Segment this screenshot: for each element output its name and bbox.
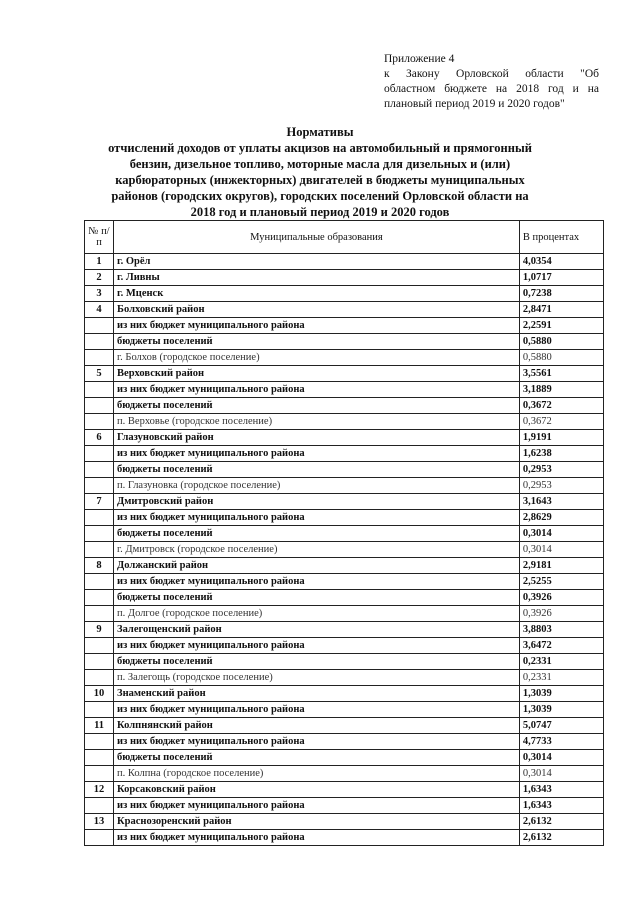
row-percent: 1,9191 — [519, 430, 603, 446]
row-number: 6 — [85, 430, 114, 446]
row-name: п. Залегощь (городское поселение) — [114, 670, 520, 686]
row-number: 3 — [85, 286, 114, 302]
table-row — [85, 590, 604, 606]
title-line: отчислений доходов от уплаты акцизов на автомобильный и прямогонный — [108, 141, 532, 155]
row-percent: 2,6132 — [519, 814, 603, 830]
appendix-law-line: к Закону Орловской области "Об — [384, 68, 599, 80]
row-percent: 0,3926 — [519, 606, 603, 622]
row-percent: 0,3672 — [519, 398, 603, 414]
header-name: Муниципальные образования — [114, 221, 520, 254]
row-number — [85, 654, 114, 670]
row-number: 8 — [85, 558, 114, 574]
row-name: Глазуновский район — [114, 430, 520, 446]
table-row — [85, 542, 604, 558]
row-percent: 2,8629 — [519, 510, 603, 526]
header-num: № п/п — [85, 221, 114, 254]
table-row — [85, 398, 604, 414]
row-percent: 0,5880 — [519, 350, 603, 366]
row-number: 7 — [85, 494, 114, 510]
row-number — [85, 574, 114, 590]
table-row — [85, 318, 604, 334]
row-name: из них бюджет муниципального района — [114, 734, 520, 750]
row-number — [85, 750, 114, 766]
table-body — [85, 254, 604, 846]
row-number — [85, 670, 114, 686]
row-name: Залегощенский район — [114, 622, 520, 638]
row-percent: 1,6238 — [519, 446, 603, 462]
table-row — [85, 702, 604, 718]
row-percent: 0,5880 — [519, 334, 603, 350]
row-number — [85, 414, 114, 430]
table-row — [85, 446, 604, 462]
table-row — [85, 558, 604, 574]
row-percent: 0,3014 — [519, 526, 603, 542]
row-name: из них бюджет муниципального района — [114, 798, 520, 814]
table-row — [85, 510, 604, 526]
row-percent: 3,1889 — [519, 382, 603, 398]
row-percent: 0,3926 — [519, 590, 603, 606]
row-name: п. Долгое (городское поселение) — [114, 606, 520, 622]
row-percent: 2,2591 — [519, 318, 603, 334]
row-name: из них бюджет муниципального района — [114, 510, 520, 526]
title-line: бензин, дизельное топливо, моторные масла для дизельных и (или) — [129, 157, 511, 171]
table-row — [85, 734, 604, 750]
document-title — [100, 124, 540, 220]
row-name: из них бюджет муниципального района — [114, 574, 520, 590]
row-percent: 3,8803 — [519, 622, 603, 638]
row-name: из них бюджет муниципального района — [114, 318, 520, 334]
row-percent: 1,6343 — [519, 782, 603, 798]
row-percent: 0,2953 — [519, 478, 603, 494]
table-row — [85, 334, 604, 350]
row-number — [85, 830, 114, 846]
row-percent: 0,3672 — [519, 414, 603, 430]
row-number: 10 — [85, 686, 114, 702]
row-percent: 1,6343 — [519, 798, 603, 814]
row-name: бюджеты поселений — [114, 526, 520, 542]
table-row — [85, 782, 604, 798]
appendix-law-line: плановый период 2019 и 2020 годов" — [384, 98, 565, 110]
table-row — [85, 430, 604, 446]
row-number — [85, 734, 114, 750]
row-name: из них бюджет муниципального района — [114, 446, 520, 462]
row-name: Знаменский район — [114, 686, 520, 702]
row-percent: 2,9181 — [519, 558, 603, 574]
row-percent: 2,8471 — [519, 302, 603, 318]
table-header-row — [85, 221, 604, 254]
row-name: Дмитровский район — [114, 494, 520, 510]
row-number: 4 — [85, 302, 114, 318]
row-number: 5 — [85, 366, 114, 382]
row-number: 13 — [85, 814, 114, 830]
table-row — [85, 350, 604, 366]
table-row — [85, 286, 604, 302]
table-row — [85, 638, 604, 654]
row-number — [85, 606, 114, 622]
row-name: из них бюджет муниципального района — [114, 830, 520, 846]
row-name: г. Орёл — [114, 254, 520, 270]
row-percent: 4,0354 — [519, 254, 603, 270]
row-percent: 0,3014 — [519, 542, 603, 558]
row-name: из них бюджет муниципального района — [114, 702, 520, 718]
appendix-header — [384, 52, 599, 112]
row-name: Краснозоренский район — [114, 814, 520, 830]
row-number — [85, 350, 114, 366]
row-percent: 2,5255 — [519, 574, 603, 590]
row-number — [85, 462, 114, 478]
table-row — [85, 302, 604, 318]
header-pct: В процентах — [519, 221, 603, 254]
row-name: г. Ливны — [114, 270, 520, 286]
table-row — [85, 478, 604, 494]
appendix-number: Приложение 4 — [384, 53, 455, 65]
row-number — [85, 446, 114, 462]
row-name: г. Болхов (городское поселение) — [114, 350, 520, 366]
row-number — [85, 638, 114, 654]
table-row — [85, 654, 604, 670]
title-line: карбюраторных (инжекторных) двигателей в бюджеты муниципальных — [115, 173, 525, 187]
table-row — [85, 814, 604, 830]
row-number — [85, 334, 114, 350]
row-percent: 0,2331 — [519, 670, 603, 686]
row-name: п. Верховье (городское поселение) — [114, 414, 520, 430]
row-number — [85, 798, 114, 814]
row-number: 1 — [85, 254, 114, 270]
table-row — [85, 526, 604, 542]
row-percent: 4,7733 — [519, 734, 603, 750]
table-row — [85, 270, 604, 286]
table-row — [85, 686, 604, 702]
row-name: Верховский район — [114, 366, 520, 382]
row-percent: 1,3039 — [519, 702, 603, 718]
row-number — [85, 526, 114, 542]
row-name: Колпнянский район — [114, 718, 520, 734]
row-name: бюджеты поселений — [114, 398, 520, 414]
row-name: Должанский район — [114, 558, 520, 574]
table-row — [85, 830, 604, 846]
row-number — [85, 478, 114, 494]
row-percent: 1,3039 — [519, 686, 603, 702]
row-number: 2 — [85, 270, 114, 286]
row-percent: 5,0747 — [519, 718, 603, 734]
table-row — [85, 798, 604, 814]
row-name: из них бюджет муниципального района — [114, 382, 520, 398]
table-row — [85, 670, 604, 686]
row-name: Болховский район — [114, 302, 520, 318]
table-row — [85, 366, 604, 382]
row-percent: 2,6132 — [519, 830, 603, 846]
table-row — [85, 574, 604, 590]
table-row — [85, 622, 604, 638]
title-line: районов (городских округов), городских поселений Орловской области на — [111, 189, 529, 203]
row-percent: 3,1643 — [519, 494, 603, 510]
normatives-table — [84, 220, 604, 846]
row-number — [85, 590, 114, 606]
row-name: г. Мценск — [114, 286, 520, 302]
row-percent: 0,2331 — [519, 654, 603, 670]
title-line: 2018 год и плановый период 2019 и 2020 годов — [190, 205, 450, 219]
row-name: п. Колпна (городское поселение) — [114, 766, 520, 782]
table-row — [85, 254, 604, 270]
table-row — [85, 462, 604, 478]
title-heading: Нормативы — [286, 125, 354, 139]
row-name: бюджеты поселений — [114, 750, 520, 766]
row-percent: 3,6472 — [519, 638, 603, 654]
row-number — [85, 318, 114, 334]
row-percent: 1,0717 — [519, 270, 603, 286]
row-number — [85, 542, 114, 558]
table-row — [85, 494, 604, 510]
row-name: бюджеты поселений — [114, 590, 520, 606]
table-row — [85, 414, 604, 430]
row-number — [85, 510, 114, 526]
row-name: бюджеты поселений — [114, 334, 520, 350]
appendix-law-line: областном бюджете на 2018 год и на — [384, 83, 599, 95]
row-number — [85, 398, 114, 414]
row-percent: 0,3014 — [519, 750, 603, 766]
row-number: 9 — [85, 622, 114, 638]
row-name: бюджеты поселений — [114, 654, 520, 670]
row-number — [85, 702, 114, 718]
row-percent: 0,7238 — [519, 286, 603, 302]
row-number — [85, 382, 114, 398]
row-percent: 3,5561 — [519, 366, 603, 382]
row-name: г. Дмитровск (городское поселение) — [114, 542, 520, 558]
table-row — [85, 750, 604, 766]
row-name: Корсаковский район — [114, 782, 520, 798]
row-name: бюджеты поселений — [114, 462, 520, 478]
table-row — [85, 766, 604, 782]
table-row — [85, 382, 604, 398]
table-row — [85, 606, 604, 622]
row-percent: 0,2953 — [519, 462, 603, 478]
table-row — [85, 718, 604, 734]
row-number: 11 — [85, 718, 114, 734]
row-number — [85, 766, 114, 782]
row-percent: 0,3014 — [519, 766, 603, 782]
row-name: из них бюджет муниципального района — [114, 638, 520, 654]
row-name: п. Глазуновка (городское поселение) — [114, 478, 520, 494]
row-number: 12 — [85, 782, 114, 798]
